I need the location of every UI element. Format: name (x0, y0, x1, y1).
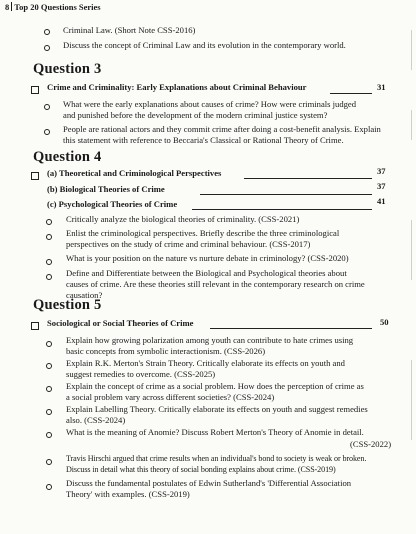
list-item-line: People are rational actors and they commit crime after doing a cost-benefit analysis. Explain (63, 124, 381, 134)
list-item-line: a social problem vary across different societies? (CSS-2024) (66, 392, 275, 402)
list-item-line: causation? (66, 290, 103, 300)
list-item-line: this statement with reference to Beccaria's Classical or Rational Theory of Crime. (63, 135, 344, 145)
list-item-line: perspectives on the study of crime and criminal behaviour. (CSS-2017) (66, 239, 311, 249)
list-item-line: causes of crime. Are these theories still relevant in the contemporary research on crime (66, 279, 365, 289)
bullet-icon (46, 484, 52, 490)
bullet-icon (44, 45, 50, 51)
page-edge-line (411, 360, 412, 440)
bullet-icon (46, 363, 52, 369)
topic-title: Sociological or Social Theories of Crime (47, 318, 194, 328)
bullet-icon (46, 259, 52, 265)
list-item-line: Travis Hirschi argued that crime results when an individual's bond to society is weak or broken. (66, 454, 367, 463)
topic-page-number: 41 (377, 196, 386, 206)
topic-title: (a) Theoretical and Criminological Perspectives (47, 168, 222, 178)
bullet-icon (46, 234, 52, 240)
list-item-line: Define and Differentiate between the Biological and Psychological theories about (66, 268, 347, 278)
bullet-icon (46, 341, 52, 347)
topic-page-number: 50 (380, 317, 389, 327)
bullet-icon (46, 386, 52, 392)
leader-line (244, 178, 372, 179)
list-item-line: Discuss the fundamental postulates of Edwin Sutherland's 'Differential Association (66, 478, 352, 488)
question-3-heading: Question 3 (33, 61, 102, 77)
list-item-line: Enlist the criminological perspectives. Briefly describe the three criminological (66, 228, 340, 238)
list-item-line: also. (CSS-2024) (66, 415, 126, 425)
header-divider (11, 2, 12, 11)
list-item-line: Theory' with examples. (CSS-2019) (66, 489, 190, 499)
topic-title: (b) Biological Theories of Crime (47, 184, 165, 194)
bullet-icon (44, 129, 50, 135)
page-edge-line (411, 220, 412, 280)
list-item-line: suggest remedies to overcome. (CSS-2025) (66, 369, 216, 379)
topic-page-number: 37 (377, 166, 386, 176)
list-item-line: What were the early explanations about causes of crime? How were criminals judged (63, 99, 357, 109)
list-item-line: Explain R.K. Merton's Strain Theory. Critically elaborate its effects on youth and (66, 358, 345, 368)
running-header (5, 2, 101, 12)
series-title: Top 20 Questions Series (14, 2, 101, 12)
leader-line (210, 328, 372, 329)
question-5-heading: Question 5 (33, 297, 102, 313)
leader-line (200, 194, 372, 195)
bullet-icon (44, 29, 50, 35)
list-item-line: What is the meaning of Anomie? Discuss Robert Merton's Theory of Anomie in detail. (66, 427, 364, 437)
list-item: Discuss the concept of Criminal Law and its evolution in the contemporary world. (63, 40, 346, 50)
list-item-line: Explain the concept of crime as a social problem. How does the perception of crime as (66, 381, 364, 391)
leader-line (192, 209, 372, 210)
topic-title: (c) Psychological Theories of Crime (47, 199, 178, 209)
bullet-icon (46, 219, 52, 225)
topic-page-number: 31 (377, 82, 386, 92)
list-item: Criminal Law. (Short Note CSS-2016) (63, 25, 196, 35)
bullet-icon (46, 274, 52, 280)
list-item-line: Explain how growing polarization among youth can contribute to hate crimes using (66, 335, 354, 345)
checkbox-icon (31, 322, 39, 330)
exam-tag: (CSS-2022) (350, 439, 392, 449)
list-item-line: and punished before the development of the modern criminal justice system? (63, 110, 328, 120)
checkbox-icon (31, 172, 39, 180)
question-4-heading: Question 4 (33, 149, 102, 165)
bullet-icon (46, 409, 52, 415)
leader-line (330, 93, 372, 94)
list-item-line: Explain Labelling Theory. Critically elaborate its effects on youth and suggest remedies (66, 404, 368, 414)
list-item-line: Critically analyze the biological theories of criminality. (CSS-2021) (66, 214, 300, 224)
topic-page-number: 37 (377, 181, 386, 191)
bullet-icon (46, 459, 52, 465)
list-item-line: Discuss in detail what this theory of social bonding explains about crime. (CSS-2019) (66, 465, 336, 474)
page-number: 8 (5, 2, 10, 12)
page-edge-line (411, 110, 412, 140)
list-item-line: basic concepts from symbolic interactionism. (CSS-2026) (66, 346, 266, 356)
list-item-line: What is your position on the nature vs nurture debate in criminology? (CSS-2020) (66, 253, 349, 263)
topic-title: Crime and Criminality: Early Explanations about Criminal Behaviour (47, 82, 307, 92)
page-edge-line (411, 30, 412, 70)
bullet-icon (44, 104, 50, 110)
bullet-icon (46, 432, 52, 438)
checkbox-icon (31, 86, 39, 94)
